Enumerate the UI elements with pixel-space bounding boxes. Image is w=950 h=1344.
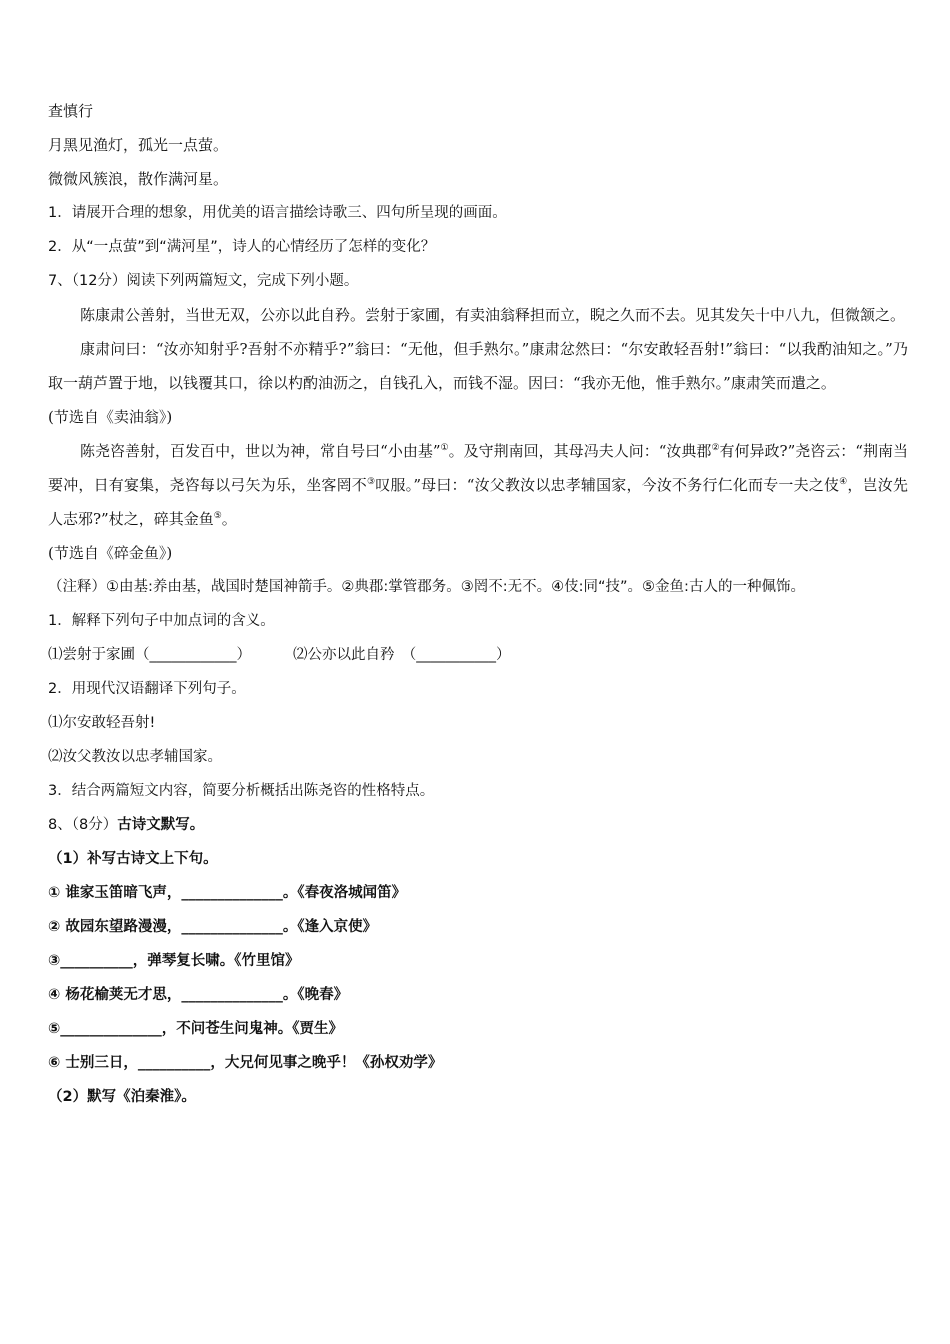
note-marker-3: ③: [366, 477, 376, 487]
q7-sub2: 2．用现代汉语翻译下列句子。: [48, 681, 246, 697]
poem-line-1: 月黑见渔灯，孤光一点萤。: [48, 136, 229, 154]
q7-sub1: 1．解释下列句子中加点词的含义。: [48, 613, 275, 629]
passage2-text-f: 。: [221, 510, 237, 528]
note-marker-4: ④: [839, 477, 848, 487]
q8-heading-score: 8、（8分）: [48, 817, 118, 833]
q8-heading-title: 古诗文默写。: [117, 817, 205, 833]
q8-item-1: ① 谁家玉笛暗飞声，______________。《春夜洛城闻笛》: [48, 885, 407, 901]
passage2-text-d: 叹服。”母曰：“汝父教汝以忠孝辅国家，今汝不务行仁化而专一夫之伎: [375, 476, 840, 494]
q8-item-3: ③__________，弹琴复长啸。《竹里馆》: [48, 953, 300, 969]
note-marker-2: ②: [711, 443, 720, 453]
q7-sub2-b: ⑵汝父教汝以忠孝辅国家。: [48, 749, 222, 765]
passage2-source: (节选自《碎金鱼》): [48, 544, 173, 562]
q8-part2: （2）默写《泊秦淮》。: [48, 1089, 196, 1105]
note-marker-1: ①: [440, 443, 449, 453]
exam-page: [48, 94, 908, 1114]
q8-item-5: ⑤______________，不问苍生问鬼神。《贾生》: [48, 1021, 344, 1037]
poem-line-2: 微微风簇浪，散作满河星。: [48, 170, 229, 188]
q7-sub3: 3．结合两篇短文内容，简要分析概括出陈尧咨的性格特点。: [48, 783, 435, 799]
q8-part1: （1）补写古诗文上下句。: [48, 851, 218, 867]
passage2-paragraph: [48, 434, 908, 536]
q7-heading: 7、（12分）阅读下列两篇短文，完成下列小题。: [48, 273, 359, 289]
passage2-text-a: 陈尧咨善射，百发百中，世以为神，常自号曰“小由基”: [80, 442, 441, 460]
q6-sub1: 1．请展开合理的想象，用优美的语言描绘诗歌三、四句所呈现的画面。: [48, 205, 507, 221]
passage1-source: (节选自《卖油翁》): [48, 408, 173, 426]
q7-sub1-b: ⑵公亦以此自矜 （___________）: [293, 647, 511, 663]
q8-heading: [48, 808, 908, 842]
passage2-text-e: ，岂汝先人志邪?”杖之，碎其金鱼: [48, 476, 908, 528]
annotation-note: （注释）①由基:养由基，战国时楚国神箭手。②典郡:掌管郡务。③罔不:无不。④伎:同“技”。⑤金鱼:古人的一种佩饰。: [48, 579, 805, 595]
q7-sub1-a: ⑴尝射于家圃（____________）: [48, 647, 251, 663]
q8-item-6: ⑥ 士别三日，__________，大兄何见事之晚乎！《孙权劝学》: [48, 1055, 443, 1071]
q7-sub2-a: ⑴尔安敢轻吾射!: [48, 715, 156, 731]
passage2-text-b: 。及守荆南回，其母冯夫人问：“汝典郡: [448, 442, 712, 460]
q7-sub1-items: [48, 638, 908, 672]
q8-item-2: ② 故园东望路漫漫，______________。《逢入京使》: [48, 919, 378, 935]
passage1-paragraph-2: 康肃问曰：“汝亦知射乎?吾射不亦精乎?”翁曰：“无他，但手熟尔。”康肃忿然曰：“尔安敢轻吾射!”翁曰：“以我酌油知之。”乃取一葫芦置于地，以钱覆其口，徐以杓酌油沥之，自钱孔入，而钱不湿。因曰：“我亦无他，惟手熟尔。”康肃笑而遣之。: [48, 340, 908, 392]
q6-sub2: 2．从“一点萤”到“满河星”，诗人的心情经历了怎样的变化？: [48, 239, 436, 255]
q8-item-4: ④ 杨花榆荚无才思，______________。《晚春》: [48, 987, 349, 1003]
passage2-text-c: 有何异政?”尧咨云：“荆南当要冲，日有宴集，尧咨每以弓矢为乐，坐客罔不: [48, 442, 908, 494]
passage1-paragraph-1: 陈康肃公善射，当世无双，公亦以此自矜。尝射于家圃，有卖油翁释担而立，睨之久而不去。见其发矢十中八九，但微颔之。: [80, 306, 906, 324]
note-marker-5: ⑤: [213, 511, 222, 521]
poem-author: 查慎行: [48, 102, 94, 120]
